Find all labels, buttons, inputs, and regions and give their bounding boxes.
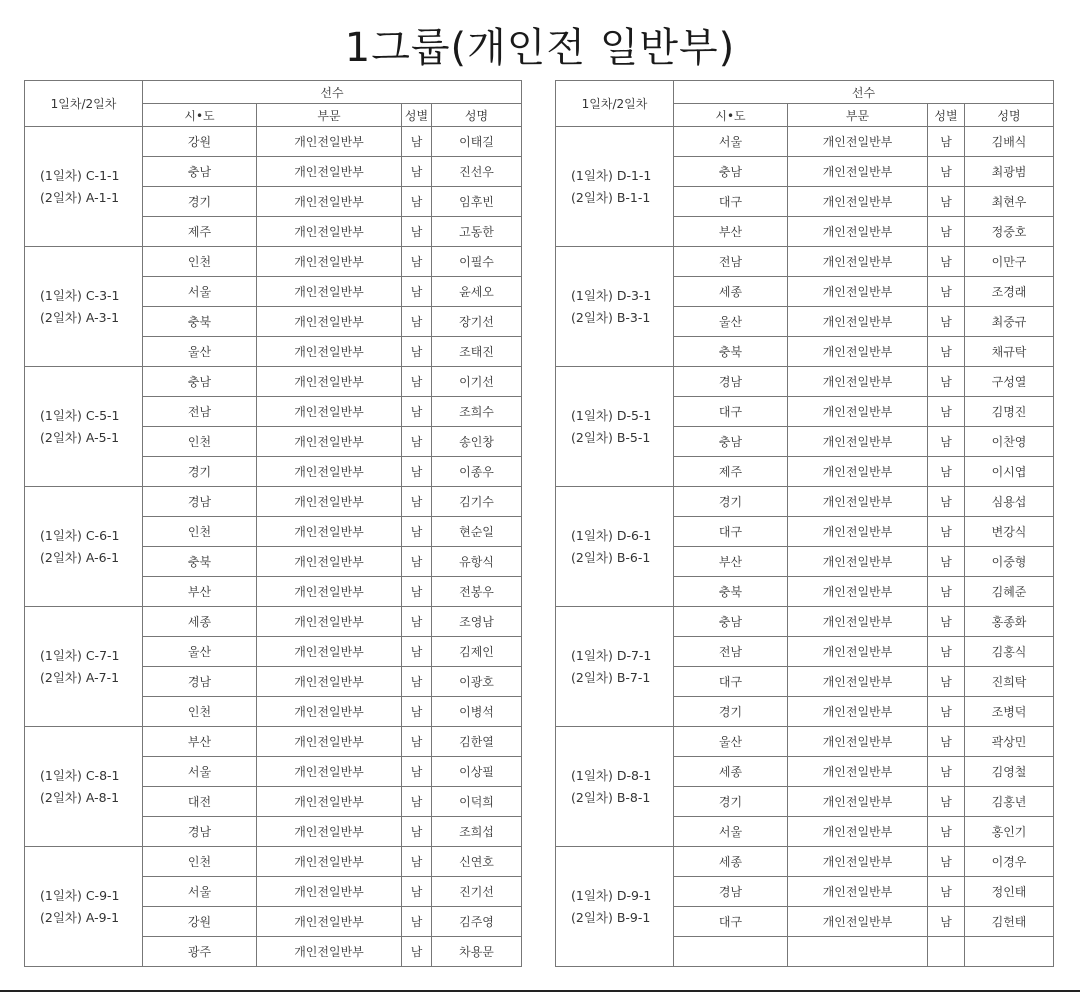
day2-code: (2일차) B-3-1: [571, 309, 651, 325]
region-cell: 경기: [674, 697, 788, 727]
table-row: [25, 127, 522, 157]
division-cell: 개인전일반부: [788, 907, 928, 937]
day2-code: (2일차) B-9-1: [571, 909, 651, 925]
gender-cell: 남: [402, 877, 432, 907]
division-cell: 개인전일반부: [257, 697, 402, 727]
name-cell: 이중형: [965, 547, 1054, 577]
round-code-cell: [556, 487, 674, 607]
region-cell: 대구: [674, 907, 788, 937]
division-cell: 개인전일반부: [788, 577, 928, 607]
name-cell: 조병덕: [965, 697, 1054, 727]
day2-code: (2일차) A-8-1: [40, 789, 120, 805]
gender-cell: 남: [928, 757, 965, 787]
name-cell: 윤세오: [432, 277, 522, 307]
division-cell: 개인전일반부: [257, 667, 402, 697]
page-title: 1그룹(개인전 일반부): [344, 25, 736, 71]
gender-cell: 남: [402, 637, 432, 667]
name-cell: 이태길: [432, 127, 522, 157]
round-code-cell: [25, 607, 143, 727]
division-cell: 개인전일반부: [788, 817, 928, 847]
division-cell: 개인전일반부: [257, 937, 402, 967]
name-cell: 홍인기: [965, 817, 1054, 847]
region-cell: 울산: [143, 637, 257, 667]
table-row: [556, 607, 1054, 637]
gender-cell: 남: [402, 397, 432, 427]
gender-cell: 남: [928, 907, 965, 937]
gender-cell: 남: [928, 577, 965, 607]
region-cell: 세종: [674, 847, 788, 877]
region-cell: 강원: [143, 907, 257, 937]
region-cell: 울산: [674, 307, 788, 337]
gender-cell: 남: [402, 907, 432, 937]
day1-code: (1일차) C-7-1: [40, 647, 120, 663]
region-cell: 전남: [674, 637, 788, 667]
region-cell: 세종: [674, 277, 788, 307]
gender-cell: 남: [402, 157, 432, 187]
round-code-cell: [25, 727, 143, 847]
header-round: 1일차/2일차: [25, 81, 143, 127]
region-cell: 충남: [143, 367, 257, 397]
name-cell: 최광범: [965, 157, 1054, 187]
division-cell: 개인전일반부: [257, 757, 402, 787]
gender-cell: [928, 937, 965, 967]
bottom-divider: [0, 990, 1080, 992]
day1-code: (1일차) D-9-1: [571, 887, 652, 903]
table-row: [25, 607, 522, 637]
round-code-cell: [25, 367, 143, 487]
region-cell: 충남: [674, 607, 788, 637]
name-cell: 이만구: [965, 247, 1054, 277]
name-cell: 이필수: [432, 247, 522, 277]
region-cell: 대구: [674, 187, 788, 217]
gender-cell: 남: [402, 457, 432, 487]
day1-code: (1일차) D-5-1: [571, 407, 652, 423]
division-cell: 개인전일반부: [788, 427, 928, 457]
day1-code: (1일차) C-6-1: [40, 527, 120, 543]
day2-code: (2일차) B-1-1: [571, 189, 651, 205]
gender-cell: 남: [928, 487, 965, 517]
division-cell: 개인전일반부: [257, 847, 402, 877]
division-cell: 개인전일반부: [257, 367, 402, 397]
name-cell: 이종우: [432, 457, 522, 487]
division-cell: 개인전일반부: [257, 727, 402, 757]
region-cell: 경기: [674, 787, 788, 817]
header-division: 부문: [788, 104, 928, 127]
day2-code: (2일차) A-1-1: [40, 189, 120, 205]
region-cell: 서울: [143, 277, 257, 307]
region-cell: 부산: [143, 727, 257, 757]
name-cell: 김배식: [965, 127, 1054, 157]
name-cell: 이덕희: [432, 787, 522, 817]
region-cell: 강원: [143, 127, 257, 157]
gender-cell: 남: [928, 397, 965, 427]
division-cell: 개인전일반부: [257, 607, 402, 637]
region-cell: 울산: [143, 337, 257, 367]
gender-cell: 남: [402, 817, 432, 847]
division-cell: 개인전일반부: [788, 847, 928, 877]
division-cell: 개인전일반부: [257, 307, 402, 337]
division-cell: 개인전일반부: [257, 577, 402, 607]
region-cell: [674, 937, 788, 967]
gender-cell: 남: [402, 187, 432, 217]
table-row: [556, 847, 1054, 877]
region-cell: 광주: [143, 937, 257, 967]
round-code-cell: [556, 607, 674, 727]
region-cell: 세종: [143, 607, 257, 637]
division-cell: 개인전일반부: [257, 817, 402, 847]
division-cell: 개인전일반부: [788, 367, 928, 397]
gender-cell: 남: [402, 757, 432, 787]
name-cell: 정인태: [965, 877, 1054, 907]
name-cell: 임후빈: [432, 187, 522, 217]
division-cell: 개인전일반부: [788, 277, 928, 307]
day1-code: (1일차) D-6-1: [571, 527, 652, 543]
name-cell: 김헌태: [965, 907, 1054, 937]
name-cell: 최현우: [965, 187, 1054, 217]
gender-cell: 남: [928, 187, 965, 217]
gender-cell: 남: [928, 517, 965, 547]
name-cell: 김주영: [432, 907, 522, 937]
region-cell: 경기: [674, 487, 788, 517]
division-cell: 개인전일반부: [788, 127, 928, 157]
division-cell: 개인전일반부: [788, 217, 928, 247]
region-cell: 충북: [674, 337, 788, 367]
name-cell: 전봉우: [432, 577, 522, 607]
header-gender: 성별: [402, 104, 432, 127]
day1-code: (1일차) C-1-1: [40, 167, 120, 183]
name-cell: 이시엽: [965, 457, 1054, 487]
division-cell: 개인전일반부: [788, 307, 928, 337]
region-cell: 서울: [143, 877, 257, 907]
region-cell: 부산: [674, 547, 788, 577]
group-table-right-body: [556, 127, 1054, 967]
table-row: [556, 127, 1054, 157]
name-cell: 조영남: [432, 607, 522, 637]
name-cell: 조경래: [965, 277, 1054, 307]
division-cell: 개인전일반부: [788, 727, 928, 757]
name-cell: 진선우: [432, 157, 522, 187]
region-cell: 부산: [674, 217, 788, 247]
name-cell: 김혜준: [965, 577, 1054, 607]
division-cell: 개인전일반부: [788, 337, 928, 367]
round-code-cell: [556, 727, 674, 847]
region-cell: 경남: [143, 487, 257, 517]
name-cell: 최중규: [965, 307, 1054, 337]
division-cell: 개인전일반부: [257, 157, 402, 187]
gender-cell: 남: [402, 427, 432, 457]
gender-cell: 남: [928, 817, 965, 847]
day1-code: (1일차) C-9-1: [40, 887, 120, 903]
region-cell: 경기: [143, 187, 257, 217]
region-cell: 울산: [674, 727, 788, 757]
name-cell: 변강식: [965, 517, 1054, 547]
day2-code: (2일차) A-3-1: [40, 309, 120, 325]
gender-cell: 남: [402, 517, 432, 547]
day2-code: (2일차) A-9-1: [40, 909, 120, 925]
region-cell: 충남: [674, 157, 788, 187]
gender-cell: 남: [402, 667, 432, 697]
gender-cell: 남: [928, 637, 965, 667]
name-cell: 유항식: [432, 547, 522, 577]
region-cell: 세종: [674, 757, 788, 787]
region-cell: 서울: [674, 817, 788, 847]
name-cell: 차용문: [432, 937, 522, 967]
header-gender: 성별: [928, 104, 965, 127]
name-cell: 김홍년: [965, 787, 1054, 817]
region-cell: 경남: [143, 667, 257, 697]
day2-code: (2일차) B-5-1: [571, 429, 651, 445]
region-cell: 충북: [143, 307, 257, 337]
name-cell: 이상필: [432, 757, 522, 787]
day2-code: (2일차) A-7-1: [40, 669, 120, 685]
division-cell: 개인전일반부: [257, 457, 402, 487]
name-cell: 조희섭: [432, 817, 522, 847]
gender-cell: 남: [402, 547, 432, 577]
name-cell: 곽상민: [965, 727, 1054, 757]
header-player: 선수: [143, 81, 522, 104]
gender-cell: 남: [402, 937, 432, 967]
table-row: [25, 847, 522, 877]
region-cell: 서울: [143, 757, 257, 787]
name-cell: 이광호: [432, 667, 522, 697]
group-table-right: [555, 80, 1054, 967]
gender-cell: 남: [928, 307, 965, 337]
table-row: [25, 727, 522, 757]
gender-cell: 남: [928, 787, 965, 817]
name-cell: 김기수: [432, 487, 522, 517]
gender-cell: 남: [928, 367, 965, 397]
division-cell: 개인전일반부: [257, 877, 402, 907]
name-cell: 현순일: [432, 517, 522, 547]
division-cell: 개인전일반부: [257, 637, 402, 667]
region-cell: 경남: [143, 817, 257, 847]
table-row: [556, 367, 1054, 397]
division-cell: 개인전일반부: [257, 427, 402, 457]
table-row: [556, 487, 1054, 517]
division-cell: 개인전일반부: [788, 157, 928, 187]
table-row: [556, 727, 1054, 757]
round-code-cell: [25, 247, 143, 367]
name-cell: 김제인: [432, 637, 522, 667]
gender-cell: 남: [928, 667, 965, 697]
gender-cell: 남: [928, 607, 965, 637]
region-cell: 전남: [674, 247, 788, 277]
gender-cell: 남: [928, 427, 965, 457]
name-cell: 이기선: [432, 367, 522, 397]
region-cell: 대전: [143, 787, 257, 817]
round-code-cell: [556, 127, 674, 247]
division-cell: 개인전일반부: [788, 667, 928, 697]
table-row: [25, 487, 522, 517]
name-cell: 김영철: [965, 757, 1054, 787]
region-cell: 인천: [143, 427, 257, 457]
gender-cell: 남: [402, 247, 432, 277]
division-cell: 개인전일반부: [788, 877, 928, 907]
division-cell: 개인전일반부: [257, 487, 402, 517]
day2-code: (2일차) A-5-1: [40, 429, 120, 445]
division-cell: [788, 937, 928, 967]
gender-cell: 남: [402, 607, 432, 637]
region-cell: 대구: [674, 517, 788, 547]
division-cell: 개인전일반부: [788, 547, 928, 577]
gender-cell: 남: [402, 787, 432, 817]
gender-cell: 남: [402, 577, 432, 607]
region-cell: 대구: [674, 667, 788, 697]
name-cell: 김홍식: [965, 637, 1054, 667]
division-cell: 개인전일반부: [788, 187, 928, 217]
division-cell: 개인전일반부: [257, 907, 402, 937]
gender-cell: 남: [402, 277, 432, 307]
round-code-cell: [25, 847, 143, 967]
gender-cell: 남: [928, 877, 965, 907]
gender-cell: 남: [402, 337, 432, 367]
gender-cell: 남: [928, 847, 965, 877]
day2-code: (2일차) B-8-1: [571, 789, 651, 805]
header-name: 성명: [965, 104, 1054, 127]
region-cell: 전남: [143, 397, 257, 427]
gender-cell: 남: [928, 337, 965, 367]
name-cell: 심용섭: [965, 487, 1054, 517]
table-row: [25, 367, 522, 397]
gender-cell: 남: [402, 487, 432, 517]
round-code-cell: [556, 247, 674, 367]
division-cell: 개인전일반부: [257, 787, 402, 817]
gender-cell: 남: [928, 457, 965, 487]
region-cell: 제주: [674, 457, 788, 487]
group-table-left: [24, 80, 522, 967]
round-code-cell: [25, 487, 143, 607]
division-cell: 개인전일반부: [788, 247, 928, 277]
day1-code: (1일차) C-3-1: [40, 287, 120, 303]
region-cell: 경기: [143, 457, 257, 487]
name-cell: 정중호: [965, 217, 1054, 247]
name-cell: 조희수: [432, 397, 522, 427]
division-cell: 개인전일반부: [788, 757, 928, 787]
name-cell: 구성열: [965, 367, 1054, 397]
day1-code: (1일차) D-7-1: [571, 647, 652, 663]
gender-cell: 남: [402, 127, 432, 157]
day1-code: (1일차) C-8-1: [40, 767, 120, 783]
gender-cell: 남: [928, 697, 965, 727]
region-cell: 제주: [143, 217, 257, 247]
header-name: 성명: [432, 104, 522, 127]
gender-cell: 남: [928, 157, 965, 187]
gender-cell: 남: [928, 127, 965, 157]
day2-code: (2일차) B-6-1: [571, 549, 651, 565]
region-cell: 경남: [674, 877, 788, 907]
name-cell: 김한열: [432, 727, 522, 757]
division-cell: 개인전일반부: [788, 517, 928, 547]
gender-cell: 남: [928, 217, 965, 247]
gender-cell: 남: [928, 547, 965, 577]
header-player: 선수: [674, 81, 1054, 104]
gender-cell: 남: [928, 277, 965, 307]
name-cell: 장기선: [432, 307, 522, 337]
region-cell: 충남: [143, 157, 257, 187]
region-cell: 대구: [674, 397, 788, 427]
division-cell: 개인전일반부: [788, 787, 928, 817]
header-round: 1일차/2일차: [556, 81, 674, 127]
group-table-left-body: [25, 127, 522, 967]
division-cell: 개인전일반부: [257, 127, 402, 157]
name-cell: 조태진: [432, 337, 522, 367]
header-region: 시•도: [674, 104, 788, 127]
day1-code: (1일차) D-1-1: [571, 167, 652, 183]
region-cell: 인천: [143, 517, 257, 547]
name-cell: 홍종화: [965, 607, 1054, 637]
name-cell: 채규탁: [965, 337, 1054, 367]
division-cell: 개인전일반부: [257, 277, 402, 307]
region-cell: 인천: [143, 847, 257, 877]
division-cell: 개인전일반부: [788, 457, 928, 487]
name-cell: 진희탁: [965, 667, 1054, 697]
day1-code: (1일차) D-8-1: [571, 767, 652, 783]
region-cell: 충북: [143, 547, 257, 577]
header-division: 부문: [257, 104, 402, 127]
header-region: 시•도: [143, 104, 257, 127]
name-cell: 신연호: [432, 847, 522, 877]
gender-cell: 남: [402, 217, 432, 247]
name-cell: 송인창: [432, 427, 522, 457]
day1-code: (1일차) D-3-1: [571, 287, 652, 303]
region-cell: 부산: [143, 577, 257, 607]
gender-cell: 남: [402, 727, 432, 757]
gender-cell: 남: [402, 697, 432, 727]
name-cell: [965, 937, 1054, 967]
division-cell: 개인전일반부: [257, 247, 402, 277]
region-cell: 경남: [674, 367, 788, 397]
division-cell: 개인전일반부: [257, 397, 402, 427]
name-cell: 이경우: [965, 847, 1054, 877]
gender-cell: 남: [402, 367, 432, 397]
region-cell: 충북: [674, 577, 788, 607]
table-row: [556, 247, 1054, 277]
name-cell: 이찬영: [965, 427, 1054, 457]
name-cell: 이병석: [432, 697, 522, 727]
division-cell: 개인전일반부: [788, 637, 928, 667]
day1-code: (1일차) C-5-1: [40, 407, 120, 423]
name-cell: 고동한: [432, 217, 522, 247]
division-cell: 개인전일반부: [788, 607, 928, 637]
division-cell: 개인전일반부: [257, 547, 402, 577]
gender-cell: 남: [402, 307, 432, 337]
name-cell: 진기선: [432, 877, 522, 907]
name-cell: 김명진: [965, 397, 1054, 427]
division-cell: 개인전일반부: [788, 487, 928, 517]
division-cell: 개인전일반부: [257, 337, 402, 367]
region-cell: 인천: [143, 247, 257, 277]
region-cell: 서울: [674, 127, 788, 157]
round-code-cell: [25, 127, 143, 247]
division-cell: 개인전일반부: [788, 397, 928, 427]
day2-code: (2일차) B-7-1: [571, 669, 651, 685]
division-cell: 개인전일반부: [257, 517, 402, 547]
region-cell: 인천: [143, 697, 257, 727]
round-code-cell: [556, 367, 674, 487]
table-row: [25, 247, 522, 277]
division-cell: 개인전일반부: [257, 187, 402, 217]
division-cell: 개인전일반부: [788, 697, 928, 727]
gender-cell: 남: [402, 847, 432, 877]
round-code-cell: [556, 847, 674, 967]
division-cell: 개인전일반부: [257, 217, 402, 247]
gender-cell: 남: [928, 727, 965, 757]
region-cell: 충남: [674, 427, 788, 457]
day2-code: (2일차) A-6-1: [40, 549, 120, 565]
gender-cell: 남: [928, 247, 965, 277]
